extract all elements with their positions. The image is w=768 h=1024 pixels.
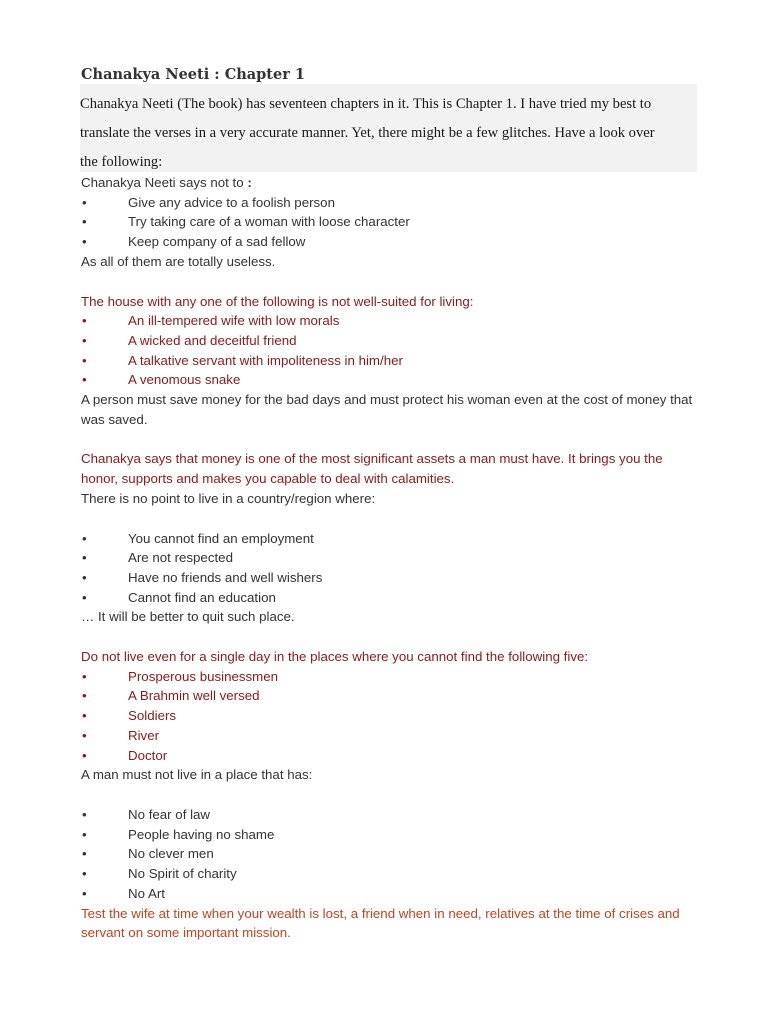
bullet-icon: •	[82, 530, 87, 546]
intro-line: translate the verses in a very accurate manner. Yet, there might be a few glitches. Have a look over	[80, 125, 655, 141]
bullet-icon: •	[82, 234, 87, 250]
list-item: • Give any advice to a foolish person	[81, 193, 701, 213]
intro-paragraph	[80, 90, 697, 177]
section-closing: A person must save money for the bad days and must protect his woman even at the cost of money that was saved.	[81, 392, 693, 427]
bullet-list	[81, 805, 701, 904]
section-lead: Chanakya Neeti says not to :	[81, 175, 252, 190]
bullet-icon: •	[82, 885, 87, 901]
list-item: • A talkative servant with impoliteness in him/her	[81, 351, 701, 371]
bullet-icon: •	[82, 372, 87, 388]
list-item: • Cannot find an education	[81, 588, 701, 608]
list-item: • A wicked and deceitful friend	[81, 331, 701, 351]
bullet-icon: •	[82, 708, 87, 724]
bullet-list	[81, 311, 701, 390]
bullet-icon: •	[82, 194, 87, 210]
page-title: Chanakya Neeti : Chapter 1	[81, 66, 306, 83]
bullet-icon: •	[82, 352, 87, 368]
bullet-icon: •	[82, 332, 87, 348]
list-item: • Are not respected	[81, 548, 701, 568]
intro-line: the following:	[80, 154, 163, 170]
list-item: • Doctor	[81, 746, 701, 766]
list-item: • An ill-tempered wife with low morals	[81, 311, 701, 331]
bullet-icon: •	[82, 866, 87, 882]
list-item: • River	[81, 726, 701, 746]
bullet-icon: •	[82, 313, 87, 329]
intro-block	[80, 84, 697, 172]
section-lead: Chanakya says that money is one of the most significant assets a man must have. It brings you the honor, supports and makes you capable to deal with calamities.	[81, 451, 663, 487]
list-item: • Keep company of a sad fellow	[81, 232, 701, 252]
bullet-list	[81, 667, 701, 766]
list-item: • Soldiers	[81, 706, 701, 726]
section-closing: … It will be better to quit such place.	[81, 609, 295, 625]
list-item: • Have no friends and well wishers	[81, 568, 701, 588]
list-item: • A venomous snake	[81, 370, 701, 390]
section-closing: Test the wife at time when your wealth is lost, a friend when in need, relatives at the time of crises and servant on some important mission.	[81, 905, 680, 941]
document-body	[81, 173, 701, 943]
bullet-icon: •	[82, 569, 87, 585]
bullet-icon: •	[82, 688, 87, 704]
bold-colon: :	[247, 175, 252, 190]
list-item: • No clever men	[81, 844, 701, 864]
bullet-icon: •	[82, 806, 87, 822]
list-item: • A Brahmin well versed	[81, 686, 701, 706]
bullet-icon: •	[82, 589, 87, 605]
intro-line: Chanakya Neeti (The book) has seventeen chapters in it. This is Chapter 1. I have tried my best to	[80, 96, 652, 112]
section-closing: A man must not live in a place that has:	[81, 767, 313, 783]
bullet-icon: •	[82, 747, 87, 763]
bullet-icon: •	[82, 727, 87, 743]
bullet-icon: •	[82, 826, 87, 842]
list-item: • No Art	[81, 884, 701, 904]
bullet-icon: •	[82, 550, 87, 566]
section-lead: The house with any one of the following is not well-suited for living:	[81, 293, 474, 309]
section-subheading: There is no point to live in a country/region where:	[81, 490, 376, 506]
bullet-icon: •	[82, 846, 87, 862]
list-item: • Try taking care of a woman with loose character	[81, 212, 701, 232]
list-item: • No fear of law	[81, 805, 701, 825]
bullet-list	[81, 529, 701, 608]
list-item: • Prosperous businessmen	[81, 667, 701, 687]
section-closing: As all of them are totally useless.	[81, 253, 276, 269]
bullet-icon: •	[82, 668, 87, 684]
bullet-icon: •	[82, 214, 87, 230]
list-item: • No Spirit of charity	[81, 864, 701, 884]
section-lead: Do not live even for a single day in the places where you cannot find the following five:	[81, 649, 589, 665]
list-item: • People having no shame	[81, 825, 701, 845]
bullet-list	[81, 193, 701, 252]
list-item: • You cannot find an employment	[81, 529, 701, 549]
